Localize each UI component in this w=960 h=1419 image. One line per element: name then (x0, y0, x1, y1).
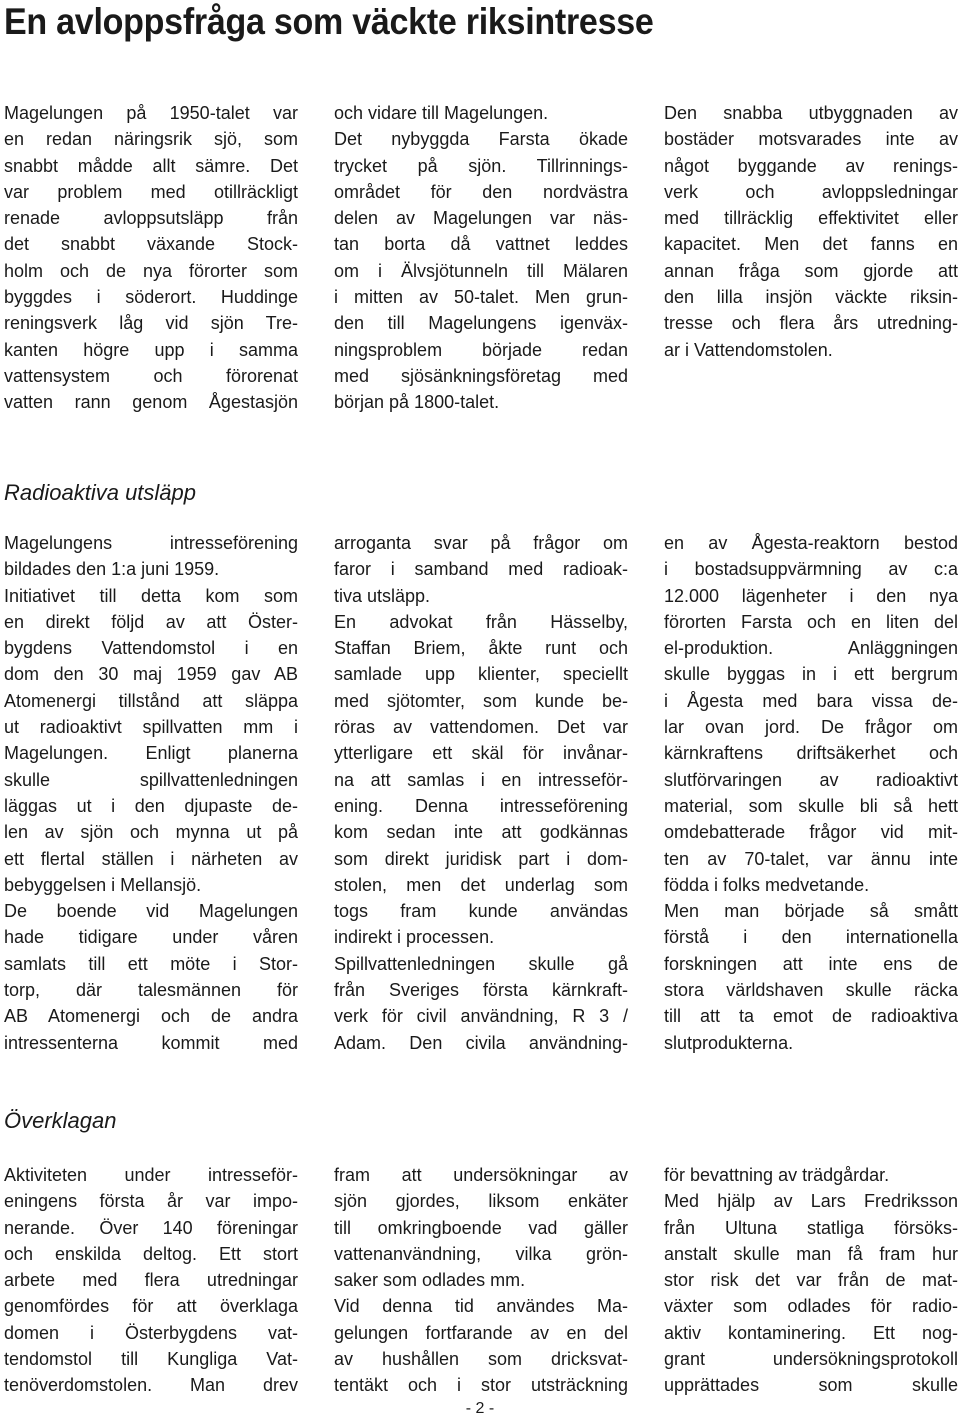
text-line: tiva utsläpp. (334, 585, 431, 606)
text-line: för bevattning av trädgårdar. (664, 1165, 890, 1185)
text-line: stora världshaven skulle räcka (664, 980, 958, 1001)
text-line: tresse och flera års utredning- (664, 313, 958, 334)
overklagan-column-1 (4, 1162, 298, 1399)
text-line: sjön gjordes, liksom enkäter (334, 1191, 628, 1212)
text-line: från Ultuna statliga försöks- (664, 1217, 958, 1238)
text-line: kanten högre upp i samma (4, 339, 298, 360)
text-line: trycket på sjön. Tillrinnings- (334, 155, 628, 176)
text-line: vattenanvändning, vilka grön- (334, 1243, 628, 1264)
section-heading-radioaktiva: Radioaktiva utsläpp (4, 480, 197, 505)
text-line: Men man började så smått (664, 901, 958, 922)
text-line: till att ta emot de radioaktiva (664, 1006, 958, 1027)
text-line: annan fråga som gjorde att (664, 260, 958, 281)
radioaktiva-column-3 (664, 530, 958, 1056)
text-line: skulle spillvattenledningen (4, 769, 298, 790)
text-line: i mitten av 50-talet. Men grun- (334, 287, 628, 308)
text-line: torp, där talesmännen för (4, 980, 298, 1001)
text-line: verk för civil användning, R 3 / (334, 1006, 628, 1027)
text-line: en direkt följd av att Öster- (4, 611, 298, 632)
text-line: saker som odlades mm. (334, 1270, 526, 1291)
text-line: till omkringboende vad gäller (334, 1217, 628, 1238)
text-line: forskningen att inte ens de (664, 953, 958, 974)
text-line: anstalt skulle man få fram hur (664, 1243, 958, 1264)
text-line: stolen, men det underlag som (334, 874, 628, 895)
text-line: kapacitet. Men det fanns en (664, 234, 958, 255)
text-line: ten av 70-talet, var ännu inte (664, 848, 958, 869)
text-line: gelungen fortfarande av en del (334, 1322, 628, 1343)
intro-column-2 (334, 100, 628, 416)
text-line: material, som skulle bli så hett (664, 795, 958, 816)
text-line: med tillräcklig effektivitet eller (664, 208, 958, 229)
text-line: en av Ågesta-reaktorn bestod (664, 533, 958, 553)
text-line: en redan näringsrik sjö, som (4, 129, 298, 150)
text-line: Spillvattenledningen skulle gå (334, 953, 628, 974)
text-line: grant undersökningsprotokoll (664, 1349, 958, 1370)
text-line: aktiv kontaminering. Ett nog- (664, 1322, 958, 1343)
text-line: eningens första år var impo- (4, 1191, 298, 1212)
text-line: röras av vattendomen. Det var (334, 717, 628, 738)
text-line: upprättades som skulle (664, 1375, 958, 1396)
text-line: av hushållen som dricksvat- (334, 1349, 628, 1370)
text-line: togs fram kunde användas (334, 901, 628, 922)
text-line: reningsverk låg vid sjön Tre- (4, 313, 298, 334)
text-line: ytterligare ett skäl för invånar- (334, 743, 628, 764)
text-line: och vidare till Magelungen. (334, 103, 549, 123)
text-line: skulle byggas in i ett bergrum (664, 664, 958, 685)
text-line: samlats till ett möte i Stor- (4, 953, 298, 974)
text-line: om i Älvsjötunneln till Mälaren (334, 260, 628, 281)
page-title: En avloppsfråga som väckte riksintresse (4, 1, 654, 42)
text-line: stor risk det var från de mat- (664, 1270, 958, 1291)
text-line: som direkt juridisk part i dom- (334, 848, 628, 869)
text-line: det snabbt växande Stock- (4, 234, 298, 255)
text-line: vattensystem och förorenat (4, 365, 298, 386)
text-line: genomfördes för att överklaga (4, 1296, 298, 1317)
text-line: tentäkt och i stor utsträckning (334, 1375, 628, 1396)
text-line: i Ågesta med bara vissa de- (664, 690, 958, 711)
text-line: len av sjön och mynna ut på (4, 822, 298, 843)
section-heading-overklagan: Överklagan (4, 1108, 117, 1133)
overklagan-column-3 (664, 1162, 958, 1399)
text-line: födda i folks medvetande. (664, 874, 870, 895)
text-line: från Sveriges första kärnkraft- (334, 980, 628, 1001)
text-line: holm och de nya förorter som (4, 260, 298, 281)
text-line: arbete med flera utredningar (4, 1270, 298, 1291)
text-line: De boende vid Magelungen (4, 901, 298, 922)
text-line: Vid denna tid användes Ma- (334, 1296, 628, 1317)
text-line: bildades den 1:a juni 1959. (4, 559, 220, 580)
text-line: bygdens Vattendomstol i en (4, 638, 298, 659)
intro-column-3 (664, 100, 958, 363)
text-line: AB Atomenergi och de andra (4, 1006, 298, 1027)
text-line: samlade upp klienter, speciellt (334, 664, 628, 685)
text-line: något byggande av renings- (664, 155, 958, 176)
text-line: och enskilda deltog. Ett stort (4, 1243, 298, 1264)
text-line: i bostadsuppvärmning av c:a (664, 559, 958, 580)
text-line: Den snabba utbyggnaden av (664, 103, 958, 123)
text-line: Magelungen. Enligt planerna (4, 743, 298, 764)
text-line: arroganta svar på frågor om (334, 533, 628, 553)
text-line: verk och avloppsledningar (664, 181, 958, 202)
text-line: indirekt i processen. (334, 927, 495, 948)
text-line: början på 1800-talet. (334, 392, 500, 413)
text-line: Aktiviteten under intresseför- (4, 1165, 298, 1185)
text-line: nerande. Över 140 föreningar (4, 1217, 298, 1238)
text-line: ening. Denna intresseförening (334, 795, 628, 816)
overklagan-column-2 (334, 1162, 628, 1399)
text-line: na att samlas i en intresseför- (334, 769, 628, 790)
text-line: Det nybyggda Farsta ökade (334, 129, 628, 150)
text-line: Atomenergi tillstånd att släppa (4, 690, 298, 711)
text-line: Initiativet till detta kom som (4, 585, 298, 606)
intro-column-1 (4, 100, 298, 416)
text-line: ningsproblem började redan (334, 339, 628, 360)
radioaktiva-column-1 (4, 530, 298, 1056)
text-line: läggas ut i den djupaste de- (4, 795, 298, 816)
text-line: växter som odlades för radio- (664, 1296, 958, 1317)
text-line: med sjösänkningsföretag med (334, 365, 628, 386)
text-line: ar i Vattendomstolen. (664, 339, 833, 360)
text-line: tendomstol till Kungliga Vat- (4, 1349, 298, 1370)
text-line: lar ovan jord. De frågor om (664, 717, 958, 738)
text-line: bebyggelsen i Mellansjö. (4, 874, 202, 895)
text-line: Staffan Briem, åkte runt och (334, 638, 628, 659)
text-line: renade avloppsutsläpp från (4, 208, 298, 229)
text-line: Magelungen på 1950-talet var (4, 103, 298, 123)
text-line: dom den 30 maj 1959 gav AB (4, 664, 298, 685)
text-line: bostäder motsvarades inte av (664, 129, 958, 150)
radioaktiva-column-2 (334, 530, 628, 1056)
text-line: Magelungens intresseförening (4, 533, 298, 553)
text-line: den lilla insjön väckte riksin- (664, 287, 958, 308)
text-line: med sjötomter, som kunde be- (334, 690, 628, 711)
text-line: intressenterna kommit med (4, 1032, 298, 1053)
page-number: - 2 - (465, 1400, 495, 1417)
text-line: snabbt mådde allt sämre. Det (4, 155, 298, 176)
text-line: kom sedan inte att godkännas (334, 822, 628, 843)
text-line: byggdes i söderort. Huddinge (4, 287, 298, 308)
text-line: delen av Magelungen var näs- (334, 208, 628, 229)
text-line: omdebatterade frågor vid mit- (664, 822, 958, 843)
text-line: fram att undersökningar av (334, 1165, 628, 1185)
text-line: En advokat från Hässelby, (334, 611, 628, 632)
text-line: el-produktion. Anläggningen (664, 638, 958, 659)
text-line: hade tidigare under våren (4, 927, 298, 948)
text-line: kärnkraftens driftsäkerhet och (664, 743, 958, 764)
text-line: förorten Farsta och en liten del (664, 611, 958, 632)
text-line: den till Magelungens igenväx- (334, 313, 628, 334)
text-line: ett flertal ställen i närheten av (4, 848, 298, 869)
text-line: tenöverdomstolen. Man drev (4, 1375, 298, 1396)
text-line: Med hjälp av Lars Fredriksson (664, 1191, 958, 1212)
text-line: domen i Österbygdens vat- (4, 1322, 298, 1343)
text-line: slutprodukterna. (664, 1032, 794, 1053)
text-line: var problem med otillräckligt (4, 181, 298, 202)
text-line: 12.000 lägenheter i den nya (664, 585, 958, 606)
text-line: slutförvaringen av radioaktivt (664, 769, 958, 790)
text-line: Adam. Den civila användning- (334, 1032, 628, 1053)
text-line: ut radioaktivt spillvatten mm i (4, 717, 298, 738)
text-line: området för den nordvästra (334, 181, 628, 202)
text-line: tan borta då vattnet leddes (334, 234, 628, 255)
text-line: förstå i den internationella (664, 927, 958, 948)
text-line: vatten rann genom Ågestasjön (4, 392, 298, 413)
text-line: faror i samband med radioak- (334, 559, 628, 580)
